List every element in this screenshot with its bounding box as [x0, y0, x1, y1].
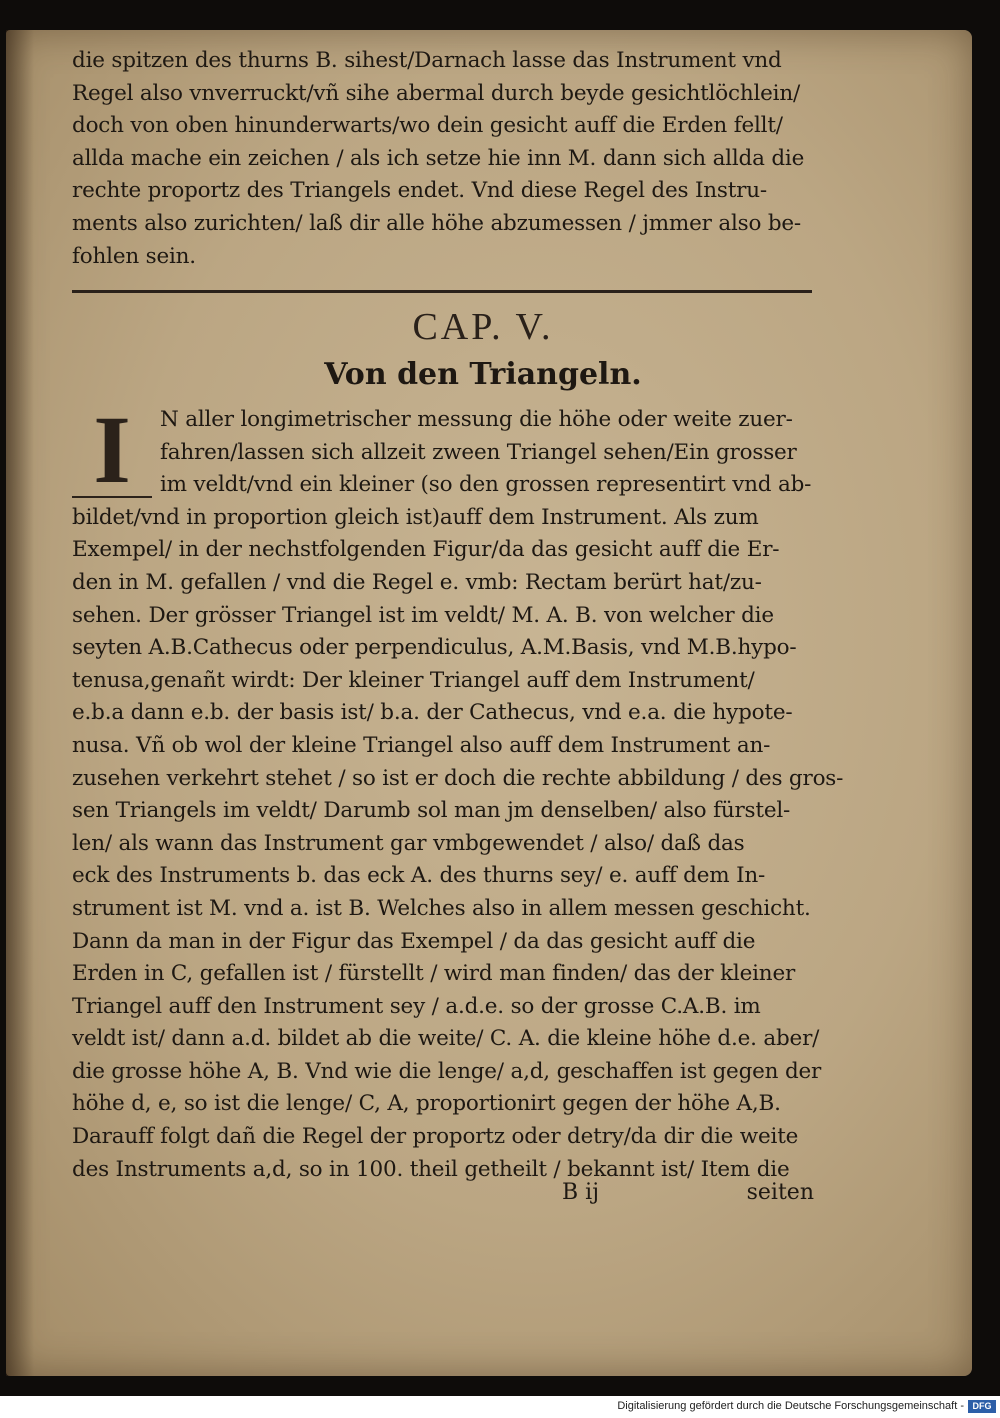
text-line: eck des Instruments b. das eck A. des thurns sey/ e. auff dem In-	[72, 863, 766, 889]
body-paragraph	[72, 404, 844, 1186]
section-divider	[72, 290, 812, 293]
text-line: Exempel/ in der nechstfolgenden Figur/da das gesicht auff die Er-	[72, 537, 780, 563]
text-line: veldt ist/ dann a.d. bildet ab die weite/ C. A. die kleine höhe d.e. aber/	[72, 1026, 820, 1052]
text-line: des Instruments a,d, so in 100. theil getheilt / bekannt ist/ Item die	[72, 1156, 790, 1182]
text-line: die spitzen des thurns B. sihest/Darnach lasse das Instrument vnd	[72, 48, 782, 73]
credit-text: Digitalisierung gefördert durch die Deutsche Forschungsgemeinschaft -	[617, 1400, 964, 1412]
text-line: ments also zurichten/ laß dir alle höhe abzumessen / jmmer also be-	[72, 210, 801, 236]
text-line: die grosse höhe A, B. Vnd wie die lenge/ a,d, geschaffen ist gegen der	[72, 1058, 822, 1084]
text-line: Dann da man in der Figur das Exempel / da das gesicht auff die	[72, 928, 756, 954]
text-line: rechte proportz des Triangels endet. Vnd diese Regel des Instru-	[72, 178, 767, 204]
text-line: len/ als wann das Instrument gar vmbgewendet / also/ daß das	[72, 830, 745, 856]
chapter-title: CAP. V.	[412, 306, 554, 348]
text-line: nusa. Vñ ob wol der kleine Triangel also auff dem Instrument an-	[72, 732, 771, 758]
text-line: bildet/vnd in proportion gleich ist)auff dem Instrument. Als zum	[72, 504, 759, 530]
page-gutter	[6, 30, 34, 1376]
text-line: tenusa,genañt wirdt: Der kleiner Triangel auff dem Instrument/	[72, 667, 755, 693]
credit-bar	[0, 1396, 1000, 1418]
decorated-initial: I	[72, 404, 152, 498]
text-line: zusehen verkehrt stehet / so ist er doch die rechte abbildung / des gros-	[72, 765, 844, 791]
text-line: e.b.a dann e.b. der basis ist/ b.a. der Cathecus, vnd e.a. die hypote-	[72, 700, 793, 726]
catchword: seiten	[746, 1180, 814, 1205]
text-line: Triangel auff den Instrument sey / a.d.e. so der grosse C.A.B. im	[72, 993, 761, 1019]
dfg-logo: DFG	[968, 1400, 996, 1413]
text-line: Darauff folgt dañ die Regel der proportz oder detry/da dir die weite	[72, 1124, 799, 1150]
text-line: seyten A.B.Cathecus oder perpendiculus, A.M.Basis, vnd M.B.hypo-	[72, 635, 797, 661]
text-line: doch von oben hinunderwarts/wo dein gesicht auff die Erden fellt/	[72, 113, 783, 139]
text-line: fahren/lassen sich allzeit zween Triangel sehen/Ein grosser	[160, 439, 797, 465]
text-line: im veldt/vnd ein kleiner (so den grossen representirt vnd ab-	[160, 472, 812, 498]
text-line: Erden in C, gefallen ist / fürstellt / wird man finden/ das der kleiner	[72, 961, 796, 987]
text-line: strument ist M. vnd a. ist B. Welches also in allem messen geschicht.	[72, 895, 811, 921]
top-paragraph	[72, 45, 814, 273]
text-line: höhe d, e, so ist die lenge/ C, A, proportionirt gegen der höhe A,B.	[72, 1091, 781, 1117]
text-line: sen Triangels im veldt/ Darumb sol man jm denselben/ also fürstel-	[72, 798, 791, 824]
text-line: Regel also vnverruckt/vñ sihe abermal durch beyde gesichtlöchlein/	[72, 80, 801, 106]
chapter-heading: Von den Triangeln.	[324, 357, 642, 392]
text-line: den in M. gefallen / vnd die Regel e. vmb: Rectam berürt hat/zu-	[72, 569, 762, 595]
page-footer	[72, 1180, 814, 1214]
text-line: sehen. Der grösser Triangel ist im veldt/ M. A. B. von welcher die	[72, 602, 774, 628]
text-line: allda mache ein zeichen / als ich setze hie inn M. dann sich allda die	[72, 145, 805, 171]
text-line: N aller longimetrischer messung die höhe oder weite zuer-	[160, 407, 793, 432]
signature-mark: B ij	[562, 1180, 600, 1205]
text-line: fohlen sein.	[72, 243, 196, 269]
